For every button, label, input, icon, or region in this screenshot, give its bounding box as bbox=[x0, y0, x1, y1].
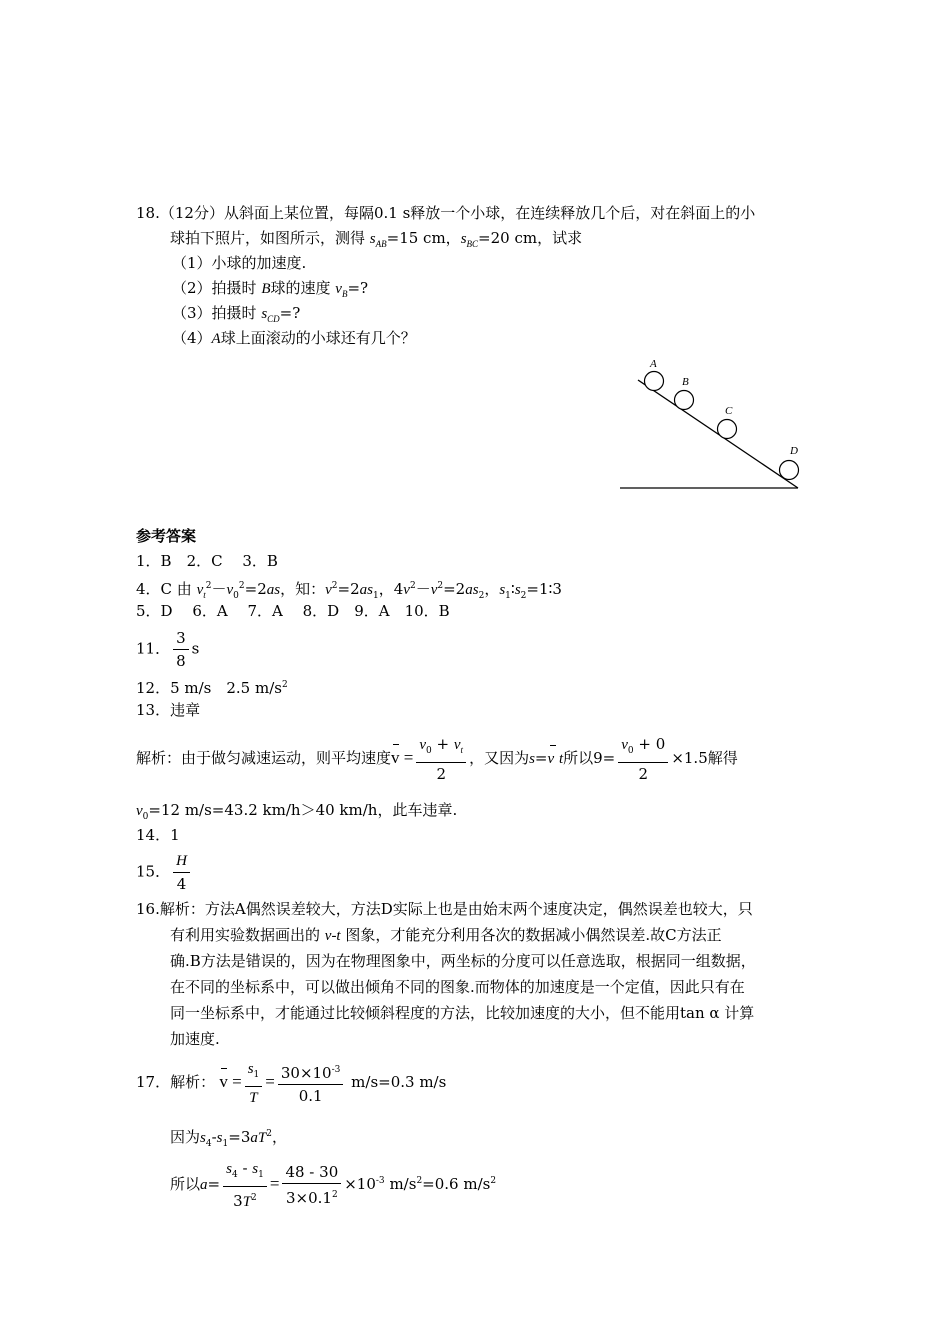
answer-17-line-1: 17．解析： v = $\frac{s_1}{T}$ = $\frac{30\times 10^{-3}}{0.1}$ m/s=0.3 m/s bbox=[136, 1058, 446, 1108]
incline-line bbox=[638, 380, 798, 488]
answer-16-line-5: 同一坐标系中，才能通过比较倾斜程度的方法，比较加速度的大小，但不能用tan α 计算 bbox=[170, 1004, 755, 1022]
answer-11: 11． $\frac{3}{8}$ s bbox=[136, 629, 200, 670]
answer-16-line-1: 16.解析：方法A偶然误差较大，方法D实际上也是由始末两个速度决定，偶然误差也较大，只 bbox=[136, 900, 753, 918]
answer-17-line-3: 所以a= $\frac{s_4 - s_1}{3T^2}$ = $\frac{48 - 30}{3\times 0.1^2}$ $\times 10^{-3}$ $m/s^2=0.6$ $m/s^2$ bbox=[170, 1159, 497, 1210]
label-c: C bbox=[725, 405, 733, 417]
answer-16-line-3: 确.B方法是错误的，因为在物理图象中，两坐标的分度可以任意选取，根据同一组数据， bbox=[170, 952, 756, 970]
answer-17-line-2: 因为$s_4-s_1=3aT^2$， bbox=[170, 1128, 287, 1149]
q18-sub-3: （3）拍摄时 $s_{CD}=$? bbox=[172, 304, 301, 324]
answer-13-explanation: 解析：由于做匀减速运动，则平均速度v = $\frac{v_0 + v_t}{2}$ ，又因为s=v t所以9= $\frac{v_0 + 0}{2}$ ×1.5解得 bbox=[136, 735, 738, 783]
q18-sub-1: （1）小球的加速度. bbox=[172, 254, 307, 272]
ball-b bbox=[675, 391, 694, 410]
answer-13: 13．违章 bbox=[136, 701, 201, 719]
label-d: D bbox=[790, 445, 798, 457]
ball-a bbox=[645, 372, 664, 391]
label-a: A bbox=[650, 358, 657, 370]
answer-16-line-6: 加速度. bbox=[170, 1030, 220, 1048]
answer-16-line-4: 在不同的坐标系中，可以做出倾角不同的图象.而物体的加速度是一个定值，因此只有在 bbox=[170, 978, 745, 996]
q18-sub-2: （2）拍摄时 B球的速度 $v_B=$? bbox=[172, 279, 369, 299]
answer-14: 14．1 bbox=[136, 826, 180, 844]
fraction-h-4: $\frac{H}{4}$ bbox=[173, 851, 190, 894]
q18-line-2: 球拍下照片，如图所示，测得 $s_{AB}=15$ cm，$s_{BC}=20$ cm，试求 bbox=[170, 229, 583, 249]
answer-1-3: 1．B 2．C 3．B bbox=[136, 552, 278, 570]
ball-c bbox=[718, 420, 737, 439]
answer-16-line-2: 有利用实验数据画出的 v-t 图象，才能充分利用各次的数据减小偶然误差.故C方法正 bbox=[170, 926, 722, 944]
answers-title: 参考答案 bbox=[136, 527, 197, 545]
answer-5-10: 5．D 6．A 7．A 8．D 9．A 10．B bbox=[136, 602, 450, 620]
answer-13-result: $v_0=12$ m/s=43.2 km/h＞40 km/h，此车违章. bbox=[136, 801, 458, 822]
label-b: B bbox=[682, 376, 689, 388]
answer-15: 15． $\frac{H}{4}$ bbox=[136, 851, 193, 894]
answer-12: 12．5 m/s 2.5 $m/s^2$ bbox=[136, 679, 288, 697]
ball-d bbox=[780, 461, 799, 480]
answer-4: 4．C 由 $v_t^2-v_0^2=2as$，知：$v^2=2as_1$，$4v^2-v^2=2as_2$，$s_1∶s_2=1∶3$ bbox=[136, 580, 562, 601]
incline-figure bbox=[610, 355, 810, 495]
q18-line-1: 18.（12分）从斜面上某位置，每隔0.1 s释放一个小球，在连续释放几个后，对在斜面上的小 bbox=[136, 204, 756, 222]
fraction-3-8: $\frac{3}{8}$ bbox=[173, 628, 189, 671]
q18-sub-4: （4）A球上面滚动的小球还有几个？ bbox=[172, 329, 416, 347]
